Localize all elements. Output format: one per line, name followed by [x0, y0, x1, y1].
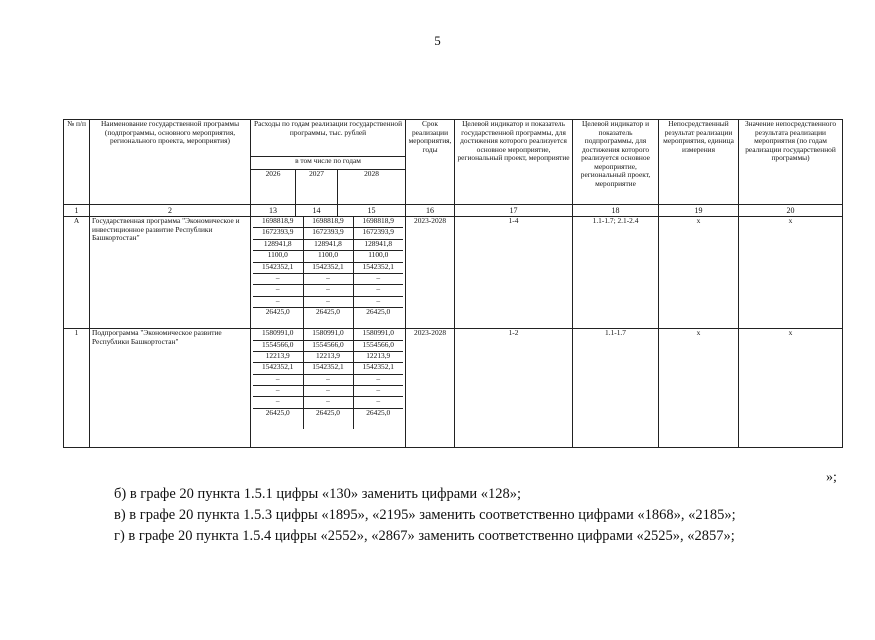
header-year-2026: 2026 — [251, 170, 296, 205]
value-cell: 1554566,0 — [253, 340, 303, 351]
amendment-v: в) в графе 20 пункта 1.5.3 цифры «1895», «2195» заменить соответственно цифрами «1868», «2185»; — [114, 507, 736, 523]
column-number: 2 — [90, 205, 251, 217]
value-cell: 12213,9 — [353, 351, 403, 362]
header-indicator-17: Целевой индикатор и показатель государственной программы, для достижения которого реализуется основное мероприятие, региональный проект, мероприятие — [455, 120, 573, 205]
value-cell: – — [253, 374, 303, 385]
value-cell: 128941,8 — [253, 239, 303, 250]
value-cell: 128941,8 — [353, 239, 403, 250]
value-cell: 1100,0 — [353, 251, 403, 262]
expense-values — [251, 329, 406, 448]
row-indicator-17: 1-2 — [455, 329, 573, 448]
value-cell: – — [353, 296, 403, 307]
header-indicator-18: Целевой индикатор и показатель подпрограммы, для достижения которого реализуется основное мероприятие, региональный проект, мероприятие — [573, 120, 659, 205]
value-cell: 26425,0 — [303, 308, 353, 329]
row-value-20: х — [739, 329, 843, 448]
value-cell: 1580991,0 — [303, 329, 353, 340]
value-cell: – — [353, 285, 403, 296]
value-cell: 1542352,1 — [253, 262, 303, 273]
value-cell: – — [303, 374, 353, 385]
row-index: 1 — [64, 329, 90, 448]
value-cell: – — [353, 397, 403, 408]
quote-end: »; — [826, 470, 837, 485]
column-number: 1 — [64, 205, 90, 217]
header-expenses: Расходы по годам реализации государственной программы, тыс. рублей — [251, 120, 406, 157]
column-number: 16 — [406, 205, 455, 217]
value-cell: – — [303, 296, 353, 307]
table-row — [64, 217, 843, 329]
expense-values — [251, 217, 406, 329]
value-cell: 128941,8 — [303, 239, 353, 250]
column-number: 18 — [573, 205, 659, 217]
value-cell: 26425,0 — [353, 308, 403, 329]
value-cell: 1542352,1 — [353, 262, 403, 273]
header-year-2027: 2027 — [296, 170, 338, 205]
header-result-19: Непосредственный результат реализации мероприятия, единица измерения — [659, 120, 739, 205]
value-cell: 26425,0 — [253, 308, 303, 329]
table-row — [64, 329, 843, 448]
value-cell: – — [353, 386, 403, 397]
value-cell: 1542352,1 — [353, 363, 403, 374]
row-indicator-17: 1-4 — [455, 217, 573, 329]
row-value-20: х — [739, 217, 843, 329]
value-cell: 1542352,1 — [253, 363, 303, 374]
value-cell: 1100,0 — [253, 251, 303, 262]
value-cell: – — [303, 285, 353, 296]
value-cell: – — [353, 273, 403, 284]
value-cell: 1698818,9 — [353, 217, 403, 228]
header-num: № п/п — [64, 120, 90, 205]
value-cell: 1554566,0 — [303, 340, 353, 351]
value-cell: 1672393,9 — [253, 228, 303, 239]
row-term: 2023-2028 — [406, 217, 455, 329]
header-value-20: Значение непосредственного результата реализации мероприятия (по годам реализации государственной программы) — [739, 120, 843, 205]
value-cell: 12213,9 — [253, 351, 303, 362]
value-cell: 12213,9 — [303, 351, 353, 362]
value-cell: 1100,0 — [303, 251, 353, 262]
amendment-b: б) в графе 20 пункта 1.5.1 цифры «130» заменить цифрами «128»; — [114, 486, 522, 502]
value-cell: – — [253, 386, 303, 397]
header-term: Срок реализации мероприятия, годы — [406, 120, 455, 205]
column-number: 15 — [338, 205, 406, 217]
header-year-2028: 2028 — [338, 170, 406, 205]
column-number: 13 — [251, 205, 296, 217]
row-term: 2023-2028 — [406, 329, 455, 448]
value-cell: 1542352,1 — [303, 262, 353, 273]
value-cell: – — [353, 374, 403, 385]
column-number: 20 — [739, 205, 843, 217]
row-name: Государственная программа "Экономическое и инвестиционное развитие Республики Башкортостан" — [90, 217, 251, 329]
column-number: 17 — [455, 205, 573, 217]
row-result-19: х — [659, 329, 739, 448]
value-cell: 26425,0 — [253, 408, 303, 429]
value-cell: – — [253, 285, 303, 296]
row-index: А — [64, 217, 90, 329]
value-cell: – — [253, 397, 303, 408]
header-name: Наименование государственной программы (подпрограммы, основного мероприятия, регионального проекта, мероприятия) — [90, 120, 251, 205]
value-cell: 1672393,9 — [353, 228, 403, 239]
amendment-g: г) в графе 20 пункта 1.5.4 цифры «2552», «2867» заменить соответственно цифрами «2525», «2857»; — [114, 528, 735, 544]
budget-table — [63, 119, 843, 448]
page-number: 5 — [434, 33, 441, 48]
value-cell: 1580991,0 — [253, 329, 303, 340]
value-cell: 1542352,1 — [303, 363, 353, 374]
value-cell: 1672393,9 — [303, 228, 353, 239]
value-cell: 1580991,0 — [353, 329, 403, 340]
row-result-19: х — [659, 217, 739, 329]
value-cell: – — [303, 273, 353, 284]
value-cell: – — [253, 296, 303, 307]
value-cell: 1698818,9 — [303, 217, 353, 228]
value-cell: – — [303, 386, 353, 397]
value-cell: – — [303, 397, 353, 408]
value-cell: 26425,0 — [303, 408, 353, 429]
row-indicator-18: 1.1-1.7 — [573, 329, 659, 448]
row-name: Подпрограмма "Экономическое развитие Республики Башкортостан" — [90, 329, 251, 448]
row-indicator-18: 1.1-1.7; 2.1-2.4 — [573, 217, 659, 329]
value-cell: 1698818,9 — [253, 217, 303, 228]
value-cell: 1554566,0 — [353, 340, 403, 351]
value-cell: 26425,0 — [353, 408, 403, 429]
value-cell: – — [253, 273, 303, 284]
column-number: 19 — [659, 205, 739, 217]
column-number: 14 — [296, 205, 338, 217]
header-including: в том числе по годам — [251, 157, 406, 170]
